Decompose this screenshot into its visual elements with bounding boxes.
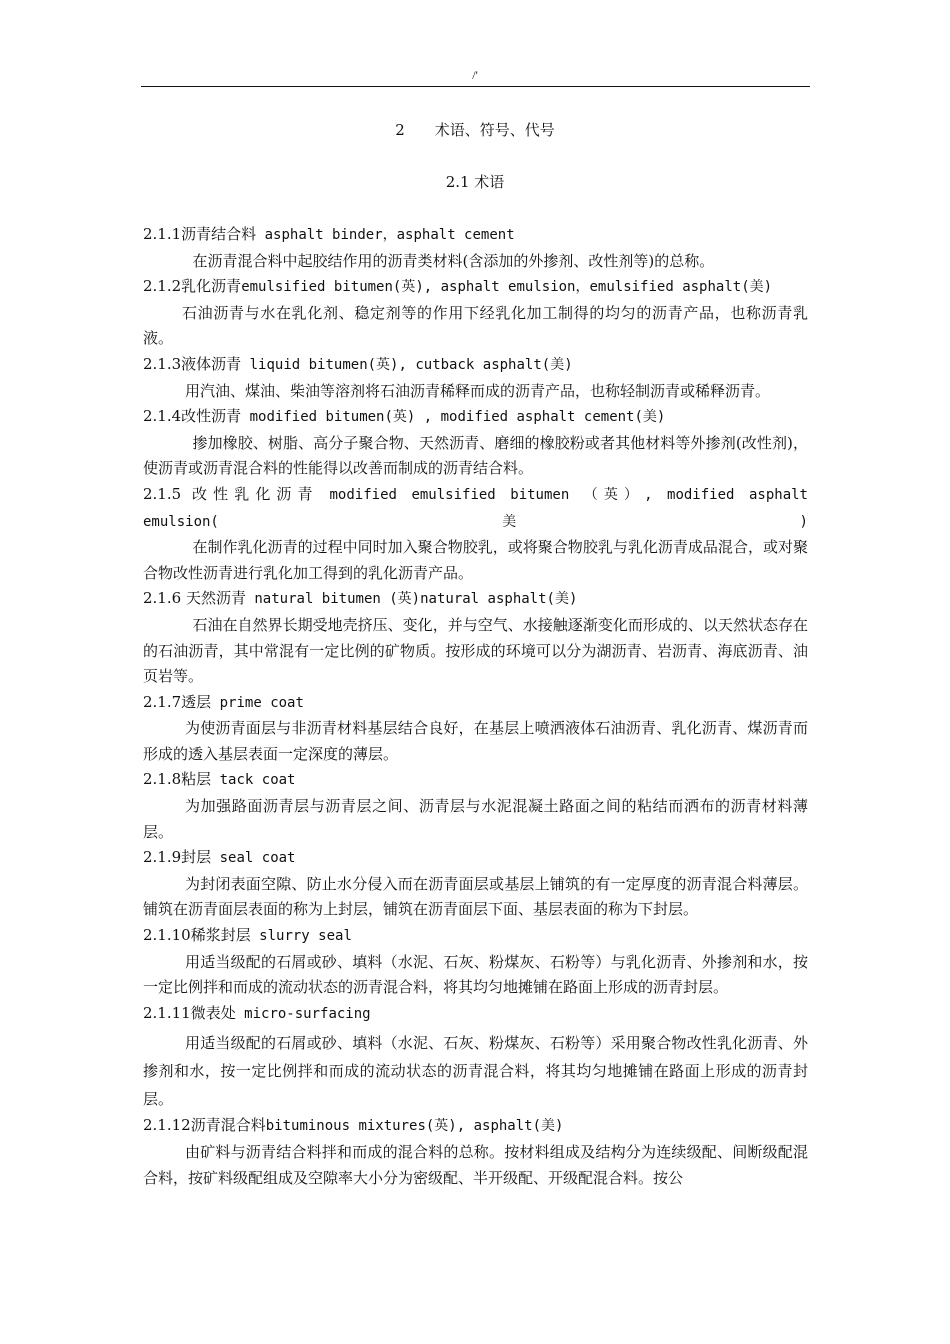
term-heading xyxy=(143,482,808,535)
term-definition: 为加强路面沥青层与沥青层之间、沥青层与水泥混凝土路面之间的粘结而洒布的沥青材料薄层。 xyxy=(143,797,808,841)
term-zh: 液体沥青 xyxy=(181,354,242,373)
term-en: modified emulsified bitumen （英）, modified asphalt emulsion(美) xyxy=(143,486,808,530)
term-definition: 石油在自然界长期受地壳挤压、变化，并与空气、水接触逐渐变化而形成的、以天然状态存在的石油沥青，其中常混有一定比例的矿物质。按形成的环境可以分为湖沥青、岩沥青、海底沥青、油页岩等。 xyxy=(143,615,808,686)
page-header-mark: /' xyxy=(472,68,478,82)
term-heading xyxy=(143,404,808,431)
term-en: modified bitumen(英) , modified asphalt cement(美) xyxy=(241,409,666,426)
term-en: natural bitumen (英)natural asphalt(美) xyxy=(245,591,578,608)
term-heading xyxy=(143,845,808,872)
term-zh: 稀浆封层 xyxy=(190,926,251,945)
term-heading xyxy=(143,274,808,301)
term-en: micro-surfacing xyxy=(235,1005,371,1022)
term-en: slurry seal xyxy=(250,928,352,945)
chapter-title: 术语、符号、代号 xyxy=(434,121,555,139)
term-zh: 微表处 xyxy=(190,1003,236,1022)
term-code: 2.1.5 xyxy=(143,484,182,503)
term-zh: 改性沥青 xyxy=(181,407,242,426)
term-code: 2.1.11 xyxy=(143,1003,191,1022)
term-heading xyxy=(143,923,808,950)
term-heading xyxy=(143,586,808,613)
term-code: 2.1.6 xyxy=(143,589,182,608)
term-zh: 天然沥青 xyxy=(181,589,246,608)
terms-list xyxy=(143,222,808,1191)
term-definition: 掺加橡胶、树脂、高分子聚合物、天然沥青、磨细的橡胶粉或者其他材料等外掺剂(改性剂)，使沥青或沥青混合料的性能得以改善而制成的沥青结合料。 xyxy=(143,433,808,478)
term-definition: 由矿料与沥青结合料拌和而成的混合料的总称。按材料组成及结构分为连续级配、间断级配混合料，按矿料级配组成及空隙率大小分为密级配、半开级配、开级配混合料。按公 xyxy=(143,1143,808,1187)
term-heading xyxy=(143,1001,808,1028)
term-zh: 粘层 xyxy=(181,770,212,789)
term-definition: 用汽油、煤油、柴油等溶剂将石油沥青稀释而成的沥青产品，也称轻制沥青或稀释沥青。 xyxy=(185,381,771,400)
term-zh: 改性乳化沥青 xyxy=(192,484,319,503)
term-code: 2.1.7 xyxy=(143,692,182,711)
term-zh: 沥青混合料 xyxy=(190,1116,266,1135)
term-code: 2.1.3 xyxy=(143,354,182,373)
term-zh: 封层 xyxy=(181,848,212,867)
term-code: 2.1.9 xyxy=(143,848,182,867)
term-definition: 为使沥青面层与非沥青材料基层结合良好，在基层上喷洒液体石油沥青、乳化沥青、煤沥青而形成的透入基层表面一定深度的薄层。 xyxy=(143,719,808,763)
term-code: 2.1.12 xyxy=(143,1116,191,1135)
term-code: 2.1.4 xyxy=(143,407,182,426)
term-code: 2.1.1 xyxy=(143,225,182,243)
term-heading xyxy=(143,1113,808,1140)
term-definition: 为封闭表面空隙、防止水分侵入而在沥青面层或基层上铺筑的有一定厚度的沥青混合料薄层。铺筑在沥青面层表面的称为上封层，铺筑在沥青面层下面、基层表面的称为下封层。 xyxy=(143,874,808,919)
term-en: emulsified bitumen(英), asphalt emulsion，emulsified asphalt(美) xyxy=(241,279,773,296)
term-heading xyxy=(143,690,808,717)
term-en: bituminous mixtures(英), asphalt(美) xyxy=(265,1118,564,1135)
term-definition: 用适当级配的石屑或砂、填料（水泥、石灰、粉煤灰、石粉等）与乳化沥青、外掺剂和水，按一定比例拌和而成的流动状态的沥青混合料，将其均匀地摊铺在路面上形成的沥青封层。 xyxy=(143,952,808,997)
term-zh: 沥青结合料 xyxy=(181,225,257,243)
term-en: tack coat xyxy=(211,772,296,789)
term-en: liquid bitumen(英), cutback asphalt(美) xyxy=(241,356,573,373)
term-definition: 用适当级配的石屑或砂、填料（水泥、石灰、粉煤灰、石粉等）采用聚合物改性乳化沥青、外掺剂和水，按一定比例拌和而成的流动状态的沥青混合料，将其均匀地摊铺在路面上形成的沥青封层。 xyxy=(143,1034,808,1109)
term-en: prime coat xyxy=(211,694,304,711)
header-rule xyxy=(141,86,810,87)
chapter-heading xyxy=(0,120,950,140)
term-code: 2.1.8 xyxy=(143,770,182,789)
term-definition: 在沥青混合料中起胶结作用的沥青类材料(含添加的外掺剂、改性剂等)的总称。 xyxy=(192,251,715,270)
term-code: 2.1.10 xyxy=(143,926,191,945)
term-code: 2.1.2 xyxy=(143,277,182,296)
term-zh: 透层 xyxy=(181,692,212,711)
term-en: seal coat xyxy=(211,850,296,867)
term-heading xyxy=(143,352,808,379)
term-definition: 在制作乳化沥青的过程中同时加入聚合物胶乳，或将聚合物胶乳与乳化沥青成品混合，或对聚合物改性沥青进行乳化加工得到的乳化沥青产品。 xyxy=(143,538,808,582)
chapter-number: 2 xyxy=(395,121,405,139)
section-title: 2.1 术语 xyxy=(445,173,505,191)
term-definition: 石油沥青与水在乳化剂、稳定剂等的作用下经乳化加工制得的均匀的沥青产品，也称沥青乳液。 xyxy=(143,303,808,348)
term-heading xyxy=(143,767,808,794)
term-heading xyxy=(143,222,808,249)
term-zh: 乳化沥青 xyxy=(181,277,242,296)
term-en: asphalt binder，asphalt cement xyxy=(256,227,515,243)
